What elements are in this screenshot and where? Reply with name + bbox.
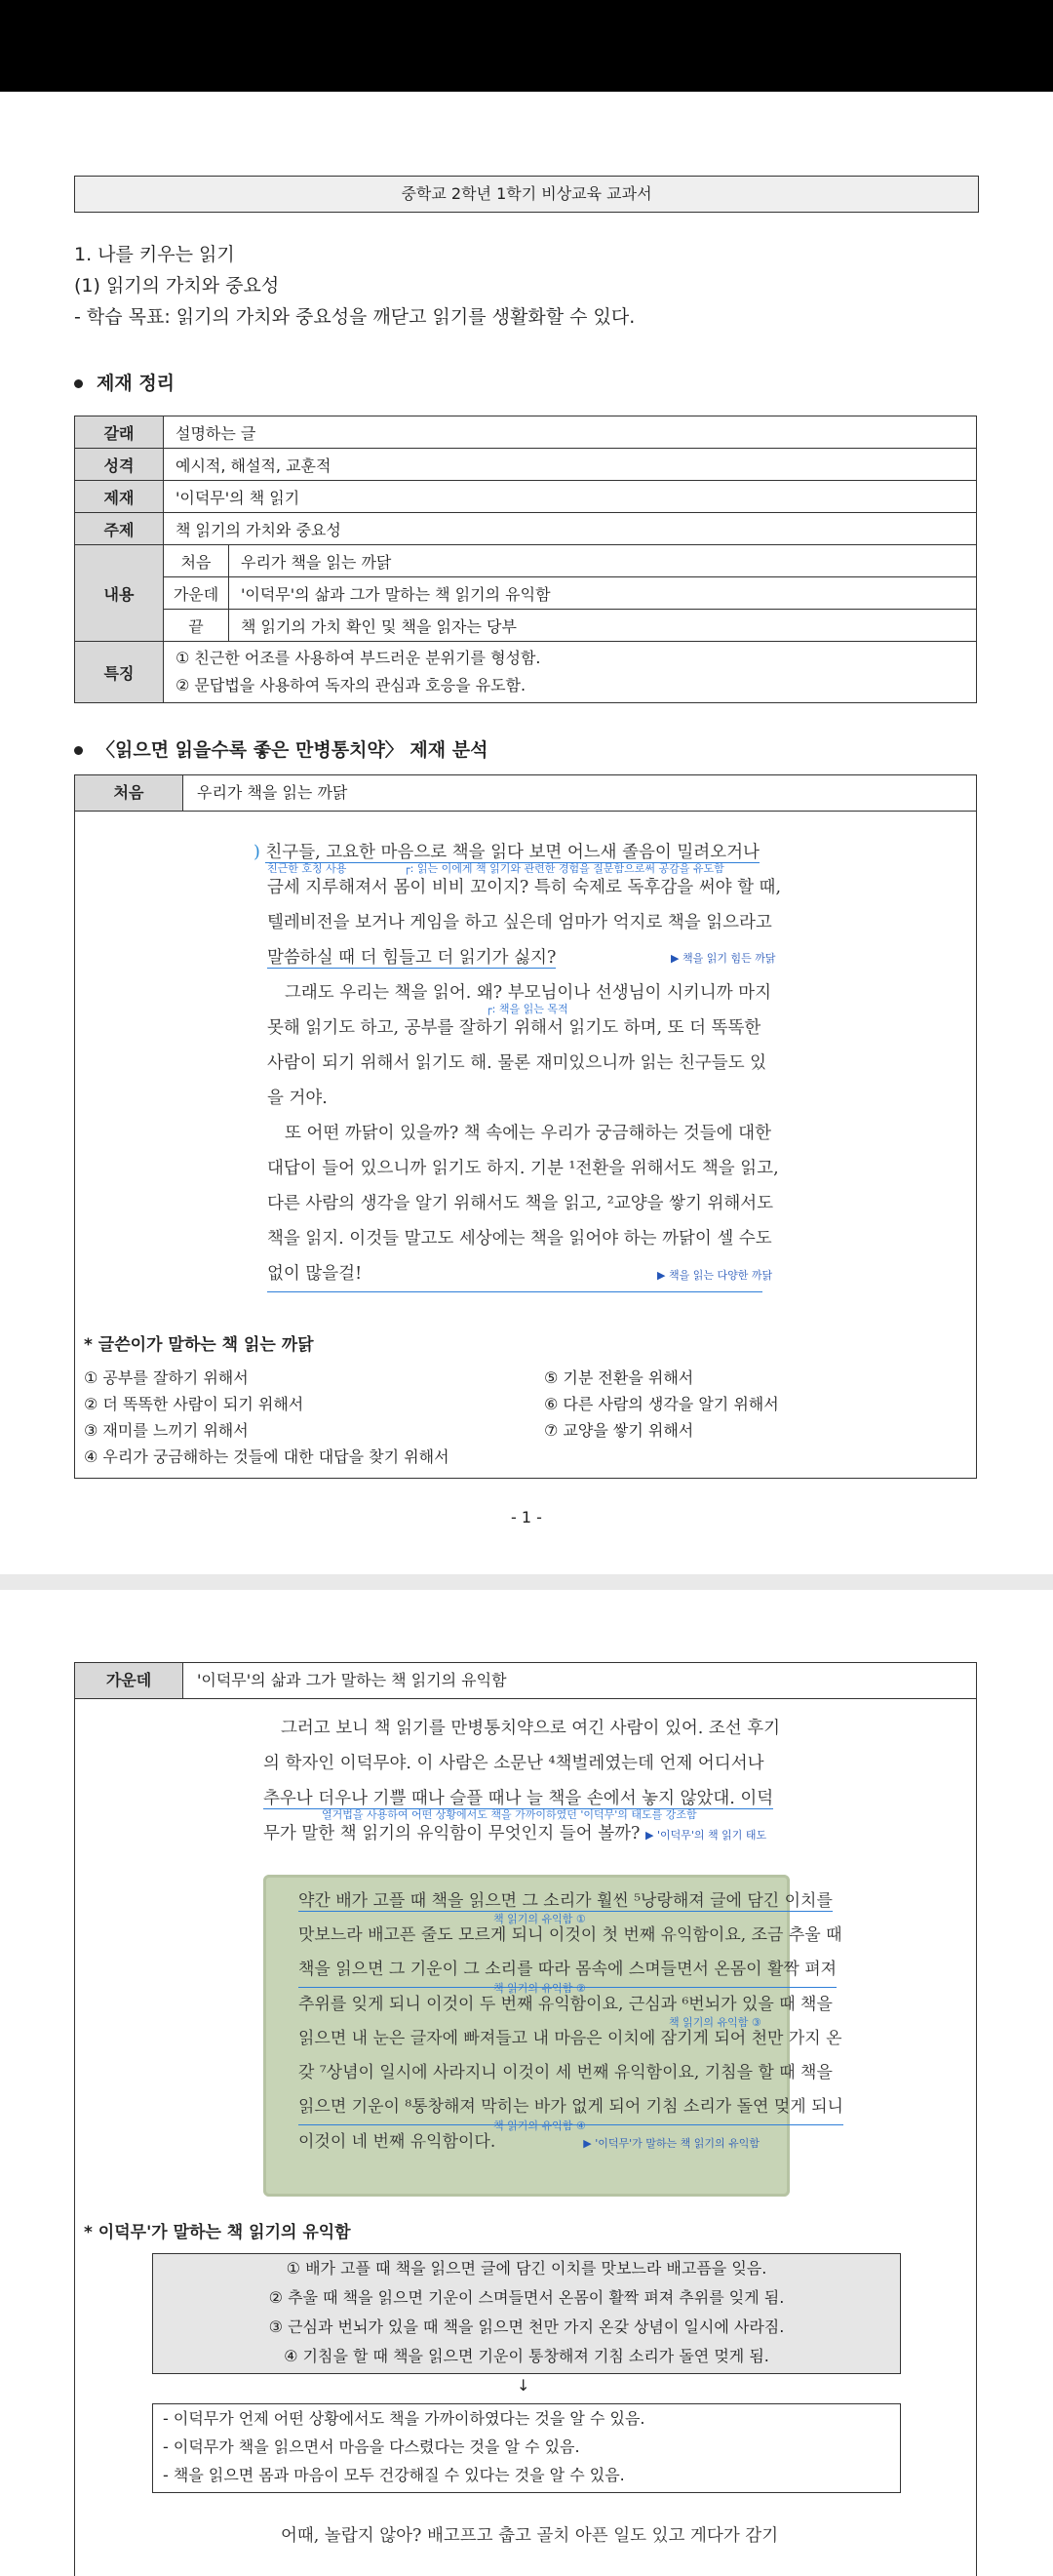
passage-line: 고요한 마음으로 책을 읽다 보면 어느새 졸음이 밀려오거나 [326,843,760,862]
theme-key: 주제 [75,513,164,545]
content-beginning-key: 처음 [164,545,229,577]
down-arrow-icon: ↓ [517,2376,530,2395]
content-middle-value: '이덕무'의 삶과 그가 말하는 책 읽기의 유익함 [229,577,977,610]
passage-middle [263,1711,780,1853]
subject-key: 제재 [75,481,164,513]
summary-table [74,416,977,703]
summary-tag: ▶ '이덕무'가 말하는 책 읽기의 유익함 [583,2137,760,2150]
annotation-note: 친근한 호칭 사용 [267,862,347,875]
content-end-value: 책 읽기의 가치 확인 및 책을 읽자는 당부 [229,610,977,642]
summary-tag: ▶ '이덕무'의 책 읽기 태도 [645,1829,767,1842]
content-middle-key: 가운데 [164,577,229,610]
page-1 [0,92,1053,1574]
benefit-item: ① 배가 고플 때 책을 읽으면 글에 담긴 이치를 맛보느라 배고픔을 잊음. [286,2259,767,2278]
page-2 [0,1590,1053,2575]
content-key: 내용 [75,545,164,642]
benefits-box [152,2253,901,2374]
part-value: '이덕무'의 삶과 그가 말하는 책 읽기의 유익함 [197,1671,507,1689]
annotation-note: 책 읽기의 유익함 ③ [669,2016,761,2029]
feature-2: ② 문답법을 사용하여 독자의 관심과 호응을 유도함. [176,676,526,694]
passage-line: 을 거야. [267,1089,328,1108]
reasons-list [84,1366,932,1473]
passage-line: 다른 사람의 생각을 알기 위해서도 책을 읽고, ²교양을 쌓기 위해서도 [267,1194,774,1213]
nature-key: 성격 [75,449,164,481]
feature-key: 특징 [75,642,164,703]
benefit-item: ③ 근심과 번뇌가 있을 때 책을 읽으면 천만 가지 온갖 상념이 일시에 사라짐. [268,2318,785,2336]
textbook-header: 중학교 2학년 1학기 비상교육 교과서 [74,176,979,213]
reason-item: ⑥ 다른 사람의 생각을 알기 위해서 [544,1395,779,1413]
quote-line: 맛보느라 배고픈 줄도 모르게 되니 이것이 첫 번째 유익함이요, 조금 추울 때 [298,1925,842,1945]
quote-text [298,1884,843,2160]
reason-item: ⑦ 교양을 쌓기 위해서 [544,1421,694,1440]
conclusion-item: - 이덕무가 언제 어떤 상황에서도 책을 가까이하였다는 것을 알 수 있음. [163,2409,645,2428]
content-beginning-value: 우리가 책을 읽는 까닭 [229,545,977,577]
conclusion-item: - 책을 읽으면 몸과 마음이 모두 건강해질 수 있다는 것을 알 수 있음. [163,2466,625,2484]
reason-item: ③ 재미를 느끼기 위해서 [84,1421,249,1440]
annotation-note: ┌: 책을 읽는 목적 [486,1003,568,1015]
quote-line: 추위를 잊게 되니 이것이 두 번째 유익함이요, 근심과 ⁶번뇌가 있을 때 책을 [298,1995,833,2014]
part-key: 처음 [75,775,183,811]
summary-tag: ▶ 책을 읽기 힘든 까닭 [671,952,776,965]
quote-line: 약간 배가 고플 때 책을 읽으면 그 소리가 훨씬 ⁵낭랑해져 글에 담긴 이치를 [298,1891,833,1911]
passage-beginning: ) 친구들, 고요한 마음으로 책을 읽다 보면 어느새 졸음이 밀려오거나 친근한 호칭 사용 ┌: 읽는 이에게 책 읽기와 관련한 경험을 질문함으로써 공감을 유도함 금세 지루해져서 몸이 비비 꼬이지? 특히 숙제로 독후감을 써야 할 때, 텔레비전을 보거나 게임을 하고 싶은데 엄마가 억지로 책을 읽으라고 말씀하실 때 더 힘들고 더 읽기가 싫지? ▶ 책을 읽기 힘든 까닭 그래도 우리는 책을 읽어. 왜? 부모님이나 선생님이 시키니까 마지 ┌: 책을 읽는 목적 못해 읽기도 하고, 공부를 잘하기 위해서 읽기도 하며, 또 더 똑똑한 사람이 되기 위해서 읽기도 해. 물론 재미있으니까 읽는 친구들도 있 을 거야. 또 어떤 까닭이 있을까? 책 속에는 우리가 궁금해하는 것들에 대한 대답이 들어 있으니까 읽기도 하지. 기분 ¹전환을 위해서도 책을 읽고, 다른 사람의 생각을 알기 위해서도 책을 읽고, ²교양을 쌓기 위해서도 책을 읽지. 이것들 말고도 세상에는 책을 읽어야 하는 까닭이 셀 수도 없이 많을걸! ▶ 책을 읽는 다양한 까닭 [267,835,781,1292]
passage-line: 사람이 되기 위해서 읽기도 해. 물론 재미있으니까 읽는 친구들도 있 [267,1053,767,1073]
theme-value: 책 읽기의 가치와 중요성 [164,513,977,545]
passage-line: 그래도 우리는 책을 읽어. 왜? 부모님이나 선생님이 시키니까 마지 [285,983,771,1003]
feature-value [164,642,977,703]
quote-line: 읽으면 기운이 ⁸통창해져 막히는 바가 없게 되어 기침 소리가 돌연 멎게 되니 [298,2090,843,2125]
annotation-note: ┌: 읽는 이에게 책 읽기와 관련한 경험을 질문함으로써 공감을 유도함 [404,862,724,875]
unit-title: 1. 나를 키우는 읽기 [74,244,235,265]
conclusion-box [152,2403,901,2493]
benefits-title: * 이덕무'가 말하는 책 읽기의 유익함 [84,2223,351,2242]
passage-line: 그러고 보니 책 읽기를 만병통치약으로 여긴 사람이 있어. 조선 후기 [281,1719,781,1738]
analysis-header [75,1663,976,1699]
passage-line: 대답이 들어 있으니까 읽기도 하지. 기분 ¹전환을 위해서도 책을 읽고, [267,1159,779,1178]
section-analysis-title: 〈읽으면 읽을수록 좋은 만병통치약〉 제재 분석 [74,735,488,762]
page-number: - 1 - [511,1508,542,1526]
annotation-note: 책 읽기의 유익함 ④ [493,2120,586,2132]
section-summary-title: 제재 정리 [74,369,175,395]
benefit-item: ② 추울 때 책을 읽으면 기운이 스며들면서 온몸이 활짝 펴져 추위를 잊게 됨. [268,2288,785,2307]
passage-line: 금세 지루해져서 몸이 비비 꼬이지? 특히 숙제로 독후감을 써야 할 때, [267,878,782,897]
bullet-icon [74,746,83,755]
nature-value: 예시적, 해설적, 교훈적 [164,449,977,481]
passage-line: 친구들, [265,843,327,862]
subject-value: '이덕무'의 책 읽기 [164,481,977,513]
passage-line: 없이 많을걸! [267,1256,762,1292]
passage-line: 책을 읽지. 이것들 말고도 세상에는 책을 읽어야 하는 까닭이 셀 수도 [267,1229,772,1248]
annotation-note: 책 읽기의 유익함 ② [493,1982,586,1995]
annotation-note: 열거법을 사용하여 어떤 상황에서도 책을 가까이하였던 '이덕무'의 태도를 강조함 [322,1808,697,1821]
reason-item: ① 공부를 잘하기 위해서 [84,1368,249,1387]
ending-line: 어때, 놀랍지 않아? 배고프고 춥고 골치 아픈 일도 있고 게다가 감기 [281,2526,779,2546]
genre-key: 갈래 [75,416,164,449]
part-value: 우리가 책을 읽는 까닭 [197,783,348,802]
part-key: 가운데 [75,1663,183,1698]
content-end-key: 끝 [164,610,229,642]
passage-line: 또 어떤 까닭이 있을까? 책 속에는 우리가 궁금해하는 것들에 대한 [285,1124,771,1143]
reason-item: ⑤ 기분 전환을 위해서 [544,1368,694,1387]
reason-item: ② 더 똑똑한 사람이 되기 위해서 [84,1395,304,1413]
passage-line: 텔레비전을 보거나 게임을 하고 싶은데 엄마가 억지로 책을 읽으라고 [267,913,772,932]
page-separator [0,1574,1053,1590]
quote-line: 책을 읽으면 그 기운이 그 소리를 따라 몸속에 스며들면서 온몸이 활짝 펴져 [298,1953,837,1988]
analysis-header [75,775,976,812]
learning-goal: - 학습 목표: 읽기의 가치와 중요성을 깨닫고 읽기를 생활화할 수 있다. [74,306,636,328]
passage-line: 말씀하실 때 더 힘들고 더 읽기가 싫지? [267,948,557,968]
top-bar [0,0,1053,92]
genre-value: 설명하는 글 [164,416,977,449]
passage-line: 못해 읽기도 하고, 공부를 잘하기 위해서 읽기도 하며, 또 더 똑똑한 [267,1018,761,1038]
quote-line: 읽으면 내 눈은 글자에 빠져들고 내 마음은 이치에 잠기게 되어 천만 가지 온 [298,2029,842,2048]
reason-item: ④ 우리가 궁금해하는 것들에 대한 대답을 찾기 위해서 [84,1447,449,1466]
conclusion-item: - 이덕무가 책을 읽으면서 마음을 다스렸다는 것을 알 수 있음. [163,2437,580,2456]
reasons-title: * 글쓴이가 말하는 책 읽는 까닭 [84,1335,314,1355]
passage-line: 추우나 더우나 기쁠 때나 슬플 때나 늘 책을 손에서 놓지 않았대. 이덕 [263,1789,774,1808]
quote-line: 이것이 네 번째 유익함이다. [298,2132,496,2152]
passage-line: 무가 말한 책 읽기의 유익함이 무엇인지 들어 볼까? [263,1824,641,1843]
subunit-title: (1) 읽기의 가치와 중요성 [74,275,280,297]
summary-tag: ▶ 책을 읽는 다양한 까닭 [657,1269,773,1282]
bullet-icon [74,379,83,388]
benefit-item: ④ 기침을 할 때 책을 읽으면 기운이 통창해져 기침 소리가 돌연 멎게 됨. [284,2347,769,2365]
quote-line: 갖 ⁷상념이 일시에 사라지니 이것이 세 번째 유익함이요, 기침을 할 때 책을 [298,2063,833,2082]
annotation-note: 책 읽기의 유익함 ① [493,1913,586,1925]
passage-line: 의 학자인 이덕무야. 이 사람은 소문난 ⁴책벌레였는데 언제 어디서나 [263,1754,764,1773]
feature-1: ① 친근한 어조를 사용하여 부드러운 분위기를 형성함. [176,649,541,667]
